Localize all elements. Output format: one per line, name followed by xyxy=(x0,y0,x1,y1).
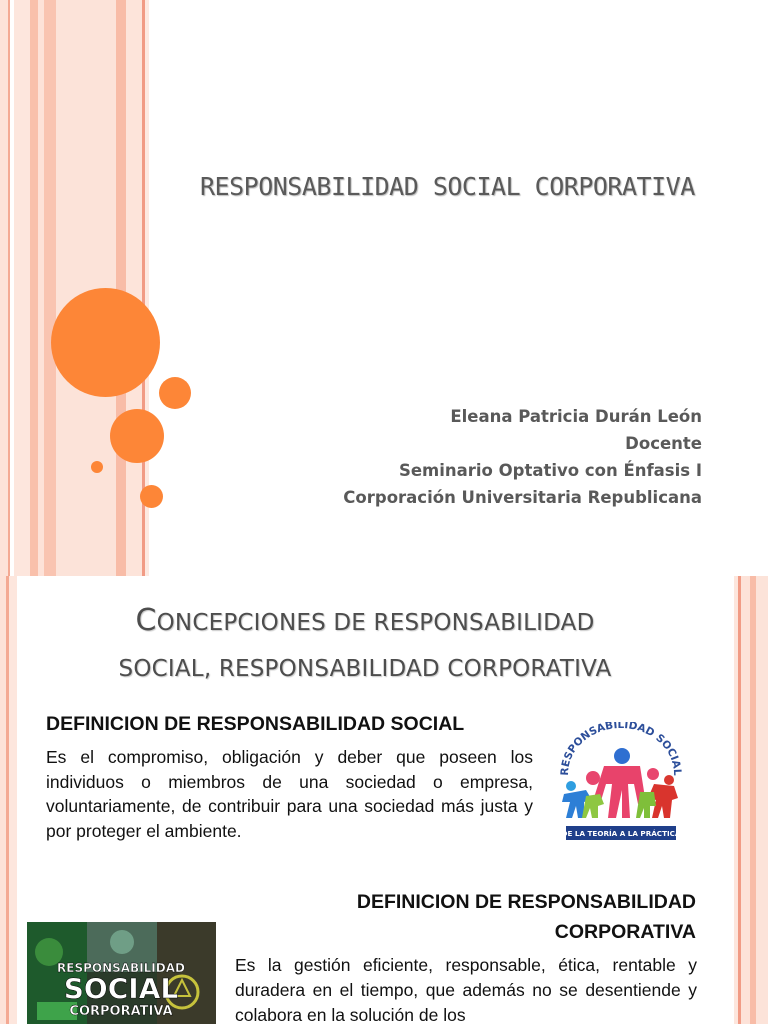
decor-circle-tiny xyxy=(91,461,103,473)
decor-circle-medium xyxy=(110,409,164,463)
decor-stripe xyxy=(9,576,17,1024)
decor-stripe xyxy=(8,0,10,576)
title-line2: SOCIAL, RESPONSABILIDAD CORPORATIVA xyxy=(118,656,612,682)
author-role: Docente xyxy=(625,434,702,453)
decor-stripe xyxy=(30,0,38,576)
decor-stripe xyxy=(44,0,56,576)
collage-line2: SOCIAL xyxy=(63,972,179,1005)
decor-circle-large xyxy=(51,288,160,397)
course-name: Seminario Optativo con Énfasis I xyxy=(398,461,702,480)
decor-stripe xyxy=(126,0,142,576)
title-initial: C xyxy=(135,603,157,638)
title-line1: ONCEPCIONES DE RESPONSABILIDAD xyxy=(156,610,595,636)
definition-corporativa-heading: DEFINICION DE RESPONSABILIDAD CORPORATIVA xyxy=(356,891,696,943)
decor-stripe xyxy=(116,0,126,576)
institution-name: Corporación Universitaria Republicana xyxy=(343,488,702,507)
collage-line3: CORPORATIVA xyxy=(69,1004,173,1019)
decor-stripe xyxy=(756,576,768,1024)
logo-banner-text: DE LA TEORÍA A LA PRÁCTICA xyxy=(561,829,681,838)
decor-stripe xyxy=(14,0,30,576)
slide1-title: RESPONSABILIDAD SOCIAL CORPORATIVA xyxy=(200,172,695,201)
definition-social-text: Es el compromiso, obligación y deber que poseen los individuos o miembros de una sociedad o empresa, voluntariamente, de contribuir para una sociedad más justa y por proteger el ambiente. xyxy=(46,747,533,841)
logo-arc-text: RESPONSABILIDAD SOCIAL xyxy=(558,722,684,776)
decor-circle-small xyxy=(159,377,191,409)
author-name: Eleana Patricia Durán León xyxy=(450,407,702,426)
slide2-title xyxy=(40,598,690,692)
definition-corporativa-text: Es la gestión eficiente, responsable, ética, rentable y duradera en el tiempo, que además no se desentiende y colabora en la solución de los xyxy=(235,955,697,1025)
decor-stripe xyxy=(0,0,8,576)
collage-line1: RESPONSABILIDAD xyxy=(57,961,185,975)
rsc-collage-image xyxy=(27,922,216,1024)
decor-circle-small xyxy=(140,485,163,508)
definition-social-heading: DEFINICION DE RESPONSABILIDAD SOCIAL xyxy=(46,713,465,735)
slide1-subtitle xyxy=(300,403,702,511)
decor-stripe xyxy=(741,576,750,1024)
responsabilidad-social-logo xyxy=(556,722,686,844)
